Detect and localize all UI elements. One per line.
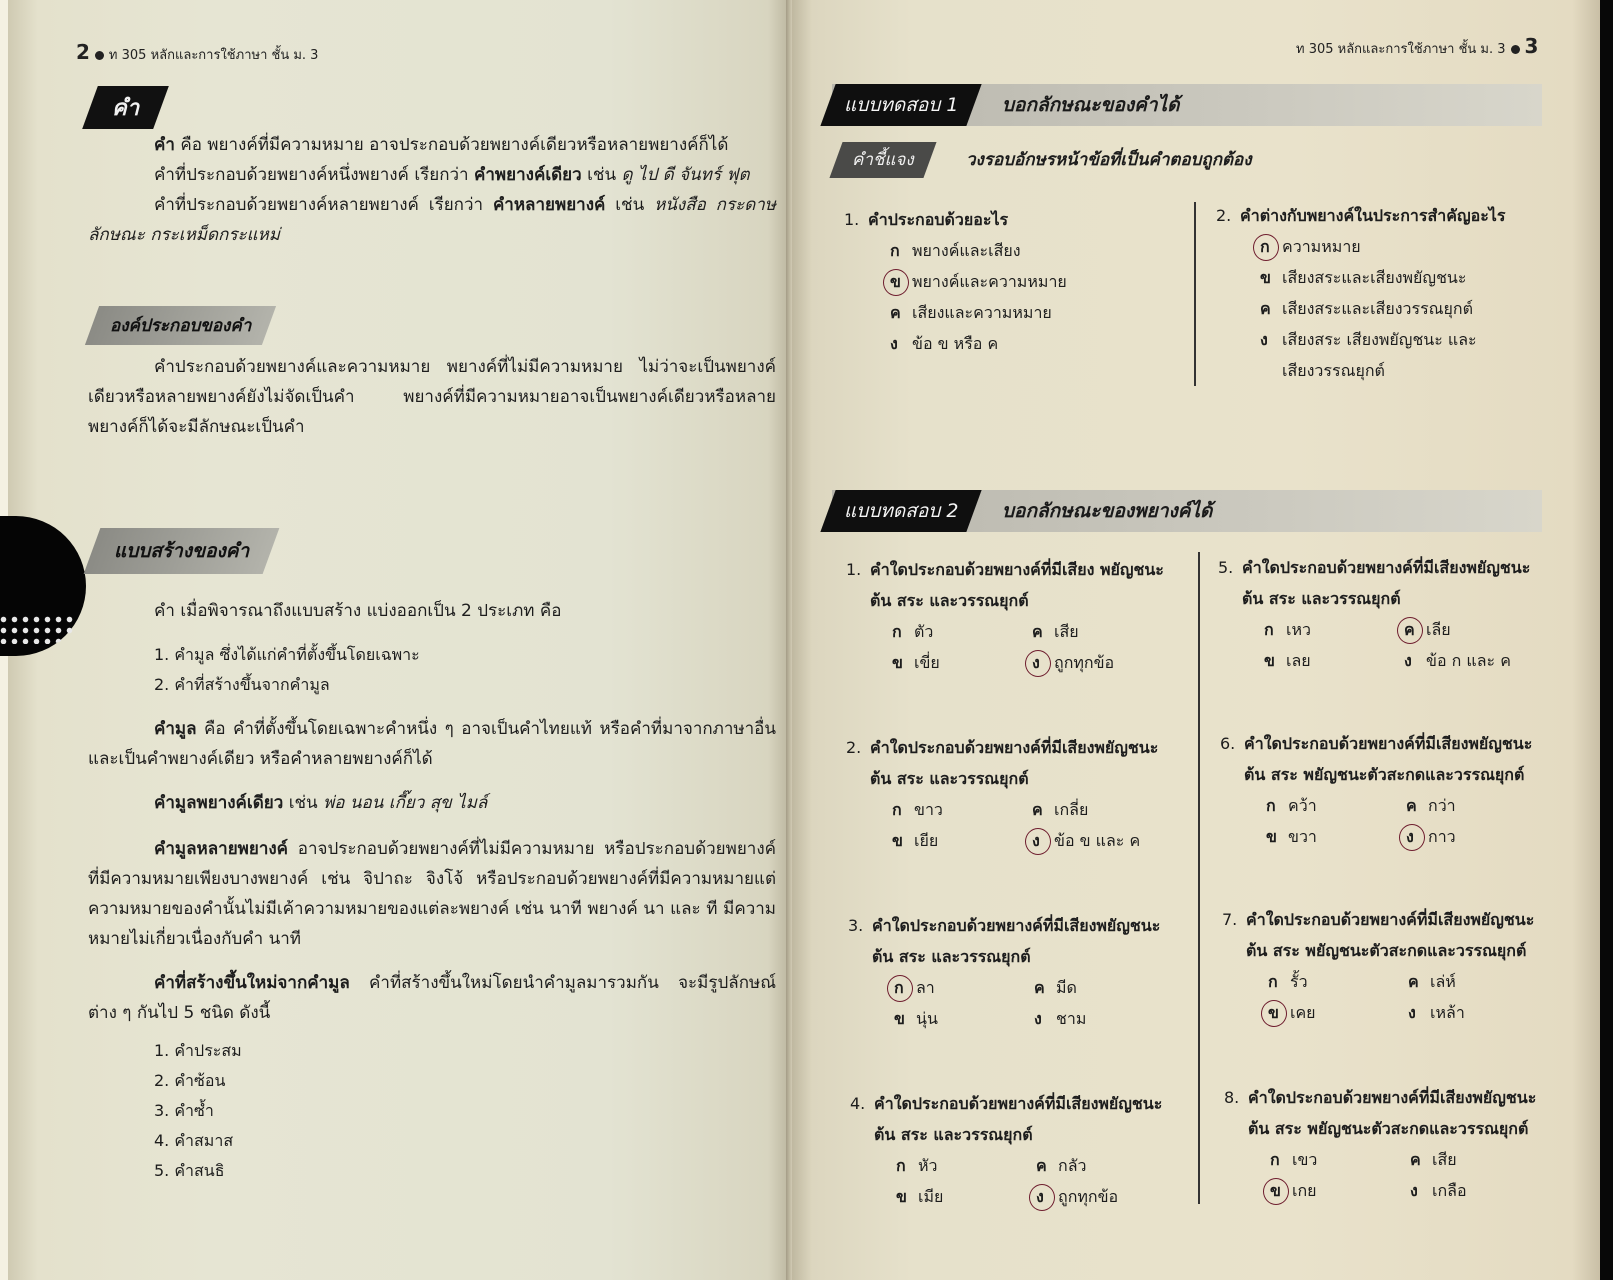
ex2-question-8: 8. คำใดประกอบด้วยพยางค์ที่มีเสียงพยัญชนะ ต้น สระ พยัญชนะตัวสะกดและวรรณยุกต์ ก เขว ค เสีย ข เกย ง เกลือ: [1224, 1082, 1570, 1206]
ex2-question-3: 3. คำใดประกอบด้วยพยางค์ที่มีเสียงพยัญชนะ ต้น สระ และวรรณยุกต์ ก ลา ค มีด ข นุ่น ง ชาม: [848, 910, 1194, 1034]
page-number: 3: [1524, 34, 1539, 58]
bullet-icon: [95, 51, 104, 60]
column-divider: [1198, 552, 1200, 1204]
option-d-selected[interactable]: ง ถูกทุกข้อ: [1032, 647, 1192, 678]
option-d-selected[interactable]: ง กาว: [1406, 821, 1566, 852]
option-d[interactable]: ง ข้อ ก และ ค: [1404, 651, 1511, 670]
option-b-selected[interactable]: ข พยางค์และความหมาย: [890, 266, 1190, 297]
structure-types-list: [154, 640, 420, 700]
ex2-question-1: 1. คำใดประกอบด้วยพยางค์ที่มีเสียง พยัญชนะ ต้น สระ และวรรณยุกต์ ก ตัว ค เสีย ข เขี่ย ง ถูกทุกข้อ: [846, 554, 1192, 678]
option-d[interactable]: ง เหล้า: [1408, 1003, 1465, 1022]
ex2-question-5: 5. คำใดประกอบด้วยพยางค์ที่มีเสียงพยัญชนะ ต้น สระ และวรรณยุกต์ ก เหว ค เลีย ข เลย ง ข้อ ก และ ค: [1218, 552, 1564, 676]
column-divider: [1194, 202, 1196, 386]
option-c[interactable]: ค เกลี่ย: [1032, 800, 1089, 819]
option-b-selected[interactable]: ข เคย: [1268, 997, 1408, 1028]
option-a[interactable]: ก รั้ว: [1268, 972, 1308, 991]
list-item: 4. คำสมาส: [154, 1131, 234, 1150]
section-tag-components: องค์ประกอบของคำ: [85, 306, 276, 345]
left-page: [8, 0, 792, 1280]
option-a[interactable]: ก หัว: [896, 1156, 938, 1175]
option-b[interactable]: ข นุ่น: [894, 1009, 938, 1028]
course-title: ท 305 หลักและการใช้ภาษา ชั้น ม. 3: [108, 48, 319, 63]
ex1-question-1: 1. คำประกอบด้วยอะไร ก พยางค์และเสียง ข พยางค์และความหมาย ค เสียงและความหมาย ง ข้อ ข หรือ ค: [844, 204, 1190, 359]
bullet-icon: [1511, 45, 1520, 54]
paragraph-structure-intro: คำ เมื่อพิจารณาถึงแบบสร้าง แบ่งออกเป็น 2 ประเภท คือ: [154, 601, 562, 621]
option-a[interactable]: ก พยางค์และเสียง: [890, 241, 1021, 260]
option-c[interactable]: ค กว่า: [1406, 796, 1456, 815]
exercise-1-title: บอกลักษณะของคำได้: [1002, 94, 1180, 116]
binder-clip: [0, 516, 86, 656]
option-a-selected[interactable]: ก ความหมาย: [1260, 231, 1560, 262]
option-b[interactable]: ข เลย: [1264, 651, 1311, 670]
option-b[interactable]: ข เมีย: [896, 1187, 944, 1206]
course-title: ท 305 หลักและการใช้ภาษา ชั้น ม. 3: [1296, 42, 1506, 57]
ex2-question-2: 2. คำใดประกอบด้วยพยางค์ที่มีเสียงพยัญชนะ ต้น สระ และวรรณยุกต์ ก ขาว ค เกลี่ย ข เยีย ง ข้อ ข และ ค: [846, 732, 1192, 856]
exercise-2-title: บอกลักษณะของพยางค์ได้: [1002, 500, 1213, 522]
paragraph-components: คำประกอบด้วยพยางค์และความหมาย พยางค์ที่ไม่มีความหมาย ไม่ว่าจะเป็นพยางค์เดียวหรือหลายพยางค์ยังไม่จัดเป็นคำ พยางค์ที่มีความหมายอาจเป็นพยางค์เดียวหรือหลายพยางค์ก็ได้จะมีลักษณะเป็นคำ: [88, 357, 776, 437]
option-b[interactable]: ข เขี่ย: [892, 653, 940, 672]
option-c-selected[interactable]: ค เลีย: [1404, 614, 1564, 645]
option-c[interactable]: ค เสีย: [1032, 622, 1079, 641]
paragraph-multi-syllable: คำมูลหลายพยางค์ อาจประกอบด้วยพยางค์ที่ไม่มีความหมาย หรือประกอบด้วยพยางค์ที่มีความหมายเพียงบางพยางค์ เช่น จิปาถะ จิงโจ้ หรือประกอบด้วยพยางค์ที่มีความหมายแต่ความหมายของคำนั้นไม่มีเค้าความหมายของแต่ละพยางค์ เช่น นาที พยางค์ นา และ ที มีความหมายไม่เกี่ยวเนื่องกับคำ นาที: [88, 839, 776, 949]
option-c[interactable]: ค เล่ห์: [1408, 972, 1456, 991]
ex2-question-4: 4. คำใดประกอบด้วยพยางค์ที่มีเสียงพยัญชนะ ต้น สระ และวรรณยุกต์ ก หัว ค กลัว ข เมีย ง ถูกทุกข้อ: [850, 1088, 1196, 1212]
option-a-selected[interactable]: ก ลา: [894, 972, 1034, 1003]
ex1-question-2: 2. คำต่างกับพยางค์ในประการสำคัญอะไร ก ความหมาย ข เสียงสระและเสียงพยัญชนะ ค เสียงสระและเสียงวรรณยุกต์ ง เสียงสระ เสียงพยัญชนะ และ เสียงวรรณยุกต์: [1216, 200, 1560, 386]
option-d[interactable]: ง ข้อ ข หรือ ค: [890, 334, 999, 353]
exercise-2-label: แบบทดสอบ 2: [820, 490, 982, 532]
exercise-2-banner: [832, 490, 1542, 532]
paragraph-single-syllable: คำมูลพยางค์เดียว เช่น พ่อ นอน เกี๊ยว สุข ไมล์: [154, 793, 488, 813]
option-a[interactable]: ก เขว: [1270, 1150, 1318, 1169]
list-item: 2. คำที่สร้างขึ้นจากคำมูล: [154, 675, 330, 694]
option-b[interactable]: ข เยีย: [892, 831, 939, 850]
paragraph-kammul: คำมูล คือ คำที่ตั้งขึ้นโดยเฉพาะคำหนึ่ง ๆ อาจเป็นคำไทยแท้ หรือคำที่มาจากภาษาอื่นและเป็นคำพยางค์เดียว หรือคำหลายพยางค์ก็ได้: [88, 719, 776, 769]
list-item: 1. คำประสม: [154, 1041, 242, 1060]
paragraph-derived: คำที่สร้างขึ้นใหม่จากคำมูล คำที่สร้างขึ้นใหม่โดยนำคำมูลมารวมกัน จะมีรูปลักษณ์ต่าง ๆ กันไป 5 ชนิด ดังนี้: [88, 973, 776, 1023]
list-item: 3. คำซ้ำ: [154, 1101, 214, 1120]
instruction-tag: คำชี้แจง: [829, 142, 936, 178]
page-number: 2: [76, 40, 90, 64]
option-a[interactable]: ก เหว: [1264, 620, 1311, 639]
option-c[interactable]: ค เสียงสระและเสียงวรรณยุกต์: [1260, 299, 1473, 318]
ex2-question-6: 6. คำใดประกอบด้วยพยางค์ที่มีเสียงพยัญชนะ ต้น สระ พยัญชนะตัวสะกดและวรรณยุกต์ ก คว้า ค กว่า ข ขวา ง กาว: [1220, 728, 1566, 852]
option-b-selected[interactable]: ข เกย: [1270, 1175, 1410, 1206]
running-head-right: [1296, 34, 1538, 59]
section-tag-kham: คำ: [82, 86, 169, 129]
option-a[interactable]: ก ตัว: [892, 622, 934, 641]
option-d[interactable]: ง ชาม: [1034, 1009, 1087, 1028]
list-item: 2. คำซ้อน: [154, 1071, 226, 1090]
ex2-question-7: 7. คำใดประกอบด้วยพยางค์ที่มีเสียงพยัญชนะ ต้น สระ พยัญชนะตัวสะกดและวรรณยุกต์ ก รั้ว ค เล่ห์ ข เคย ง เหล้า: [1222, 904, 1568, 1028]
running-head-left: [76, 40, 318, 65]
list-item: 5. คำสนธิ: [154, 1161, 225, 1180]
option-b[interactable]: ข ขวา: [1266, 827, 1317, 846]
paragraph-kham-definition: คำ คือ พยางค์ที่มีความหมาย อาจประกอบด้วยพยางค์เดียวหรือหลายพยางค์ก็ได้ คำที่ประกอบด้วยพยางค์หนึ่งพยางค์ เรียกว่า คำพยางค์เดียว เช่น ดู ไป ดี จันทร์ ฟุต คำที่ประกอบด้วยพยางค์หลายพยางค์ เรียกว่า คำหลายพยางค์ เช่น หนังสือ กระดาษ ลักษณะ กระเหม็ดกระแหม่: [88, 135, 777, 245]
option-c[interactable]: ค เสีย: [1410, 1150, 1457, 1169]
option-c[interactable]: ค มีด: [1034, 978, 1077, 997]
background-edge: [1600, 0, 1613, 1280]
option-d[interactable]: ง เสียงสระ เสียงพยัญชนะ และ เสียงวรรณยุกต์: [1260, 330, 1477, 380]
option-c[interactable]: ค เสียงและความหมาย: [890, 303, 1052, 322]
section-tag-structure: แบบสร้างของคำ: [84, 528, 280, 574]
derived-types-list: [154, 1036, 242, 1186]
option-a[interactable]: ก คว้า: [1266, 796, 1317, 815]
option-d-selected[interactable]: ง ข้อ ข และ ค: [1032, 825, 1192, 856]
option-d-selected[interactable]: ง ถูกทุกข้อ: [1036, 1181, 1196, 1212]
instruction-text: วงรอบอักษรหน้าข้อที่เป็นคำตอบถูกต้อง: [966, 150, 1252, 170]
option-c[interactable]: ค กลัว: [1036, 1156, 1087, 1175]
option-d[interactable]: ง เกลือ: [1410, 1181, 1467, 1200]
option-b[interactable]: ข เสียงสระและเสียงพยัญชนะ: [1260, 268, 1467, 287]
exercise-1-banner: [832, 84, 1542, 126]
option-a[interactable]: ก ขาว: [892, 800, 943, 819]
exercise-1-label: แบบทดสอบ 1: [820, 84, 982, 126]
list-item: 1. คำมูล ซึ่งได้แก่คำที่ตั้งขึ้นโดยเฉพาะ: [154, 645, 420, 664]
